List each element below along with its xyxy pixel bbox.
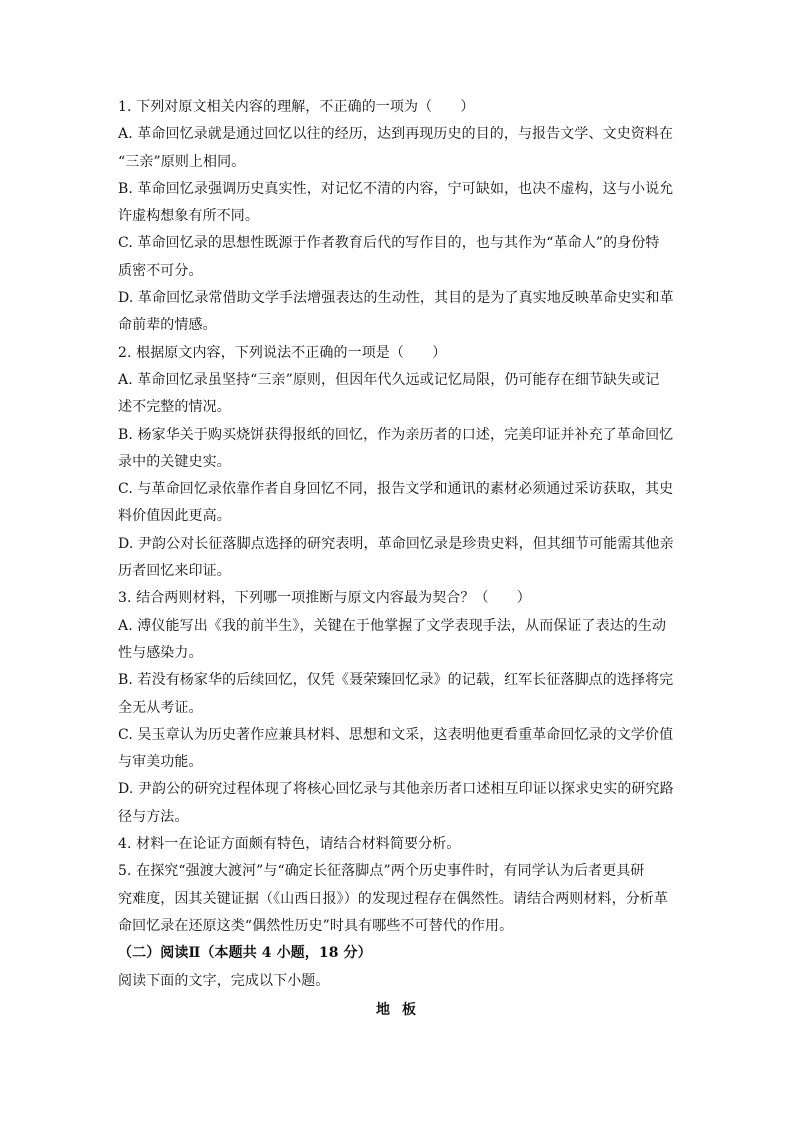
question-3-option-a: A. 溥仪能写出《我的前半生》，关键在于他掌握了文学表现手法，从而保证了表达的生动 <box>118 617 667 634</box>
question-2-option-b-cont: 录中的关键史实。 <box>118 453 231 470</box>
question-2-option-c-cont: 料价值因此更高。 <box>118 508 231 525</box>
question-5-stem: 5. 在探究“强渡大渡河”与“确定长征落脚点”两个历史事件时，有同学认为后者更具研 <box>118 863 645 880</box>
question-2-option-c: C. 与革命回忆录依靠作者自身回忆不同，报告文学和通讯的素材必须通过采访获取，其史 <box>118 481 674 498</box>
reading-instruction: 阅读下面的文字，完成以下小题。 <box>118 972 330 989</box>
section-heading: （二）阅读Ⅱ（本题共 4 小题，18 分） <box>118 945 372 962</box>
question-1-option-d-cont: 命前辈的情感。 <box>118 317 217 334</box>
question-3-option-d: D. 尹韵公的研究过程体现了将核心回忆录与其他亲历者口述相互印证以探求史实的研究路 <box>118 781 674 798</box>
question-3-option-d-cont: 径与方法。 <box>118 808 189 825</box>
question-1-option-c: C. 革命回忆录的思想性既源于作者教育后代的写作目的，也与其作为“革命人”的身份特 <box>118 235 660 252</box>
question-3-option-b: B. 若没有杨家华的后续回忆，仅凭《聂荣臻回忆录》的记载，红军长征落脚点的选择将完 <box>118 672 674 689</box>
question-1-option-a-cont: “三亲”原则上相同。 <box>118 153 246 170</box>
question-1-option-c-cont: 质密不可分。 <box>118 262 203 279</box>
question-3-stem: 3. 结合两则材料，下列哪一项推断与原文内容最为契合？（ ） <box>118 590 531 607</box>
question-2-option-b: B. 杨家华关于购买烧饼获得报纸的回忆，作为亲历者的口述，完美印证并补充了革命回忆 <box>118 426 674 443</box>
question-3-option-c-cont: 与审美功能。 <box>118 754 203 771</box>
question-1-option-d: D. 革命回忆录常借助文学手法增强表达的生动性，其目的是为了真实地反映革命史实和革 <box>118 290 674 307</box>
question-5-stem-cont-2: 命回忆录在还原这类“偶然性历史”时具有哪些不可替代的作用。 <box>118 917 514 934</box>
document-content <box>118 94 674 1024</box>
question-2-option-a: A. 革命回忆录虽坚持“三亲”原则，但因年代久远或记忆局限，仍可能存在细节缺失或记 <box>118 371 660 388</box>
question-2-stem: 2. 根据原文内容，下列说法不正确的一项是（ ） <box>118 344 447 361</box>
question-3-option-a-cont: 性与感染力。 <box>118 644 203 661</box>
question-5-stem-cont-1: 究难度，因其关键证据（《山西日报》）的发现过程存在偶然性。请结合两则材料，分析革 <box>118 890 668 907</box>
question-2-option-d: D. 尹韵公对长征落脚点选择的研究表明，革命回忆录是珍贵史料，但其细节可能需其他亲 <box>118 535 674 552</box>
question-3-option-b-cont: 全无从考证。 <box>118 699 203 716</box>
question-2-option-d-cont: 历者回忆来印证。 <box>118 563 231 580</box>
question-1-stem: 1. 下列对原文相关内容的理解，不正确的一项为（ ） <box>118 99 475 115</box>
question-1-option-b-cont: 许虚构想象有所不同。 <box>118 208 259 225</box>
question-1-option-b: B. 革命回忆录强调历史真实性，对记忆不清的内容，宁可缺如，也决不虚构，这与小说允 <box>118 180 674 197</box>
question-1-option-a: A. 革命回忆录就是通过回忆以往的经历，达到再现历史的目的，与报告文学、文史资料在 <box>118 126 674 143</box>
question-3-option-c: C. 吴玉章认为历史著作应兼具材料、思想和文采，这表明他更看重革命回忆录的文学价值 <box>118 726 674 743</box>
question-2-option-a-cont: 述不完整的情况。 <box>118 399 231 416</box>
question-4-stem: 4. 材料一在论证方面颇有特色，请结合材料简要分析。 <box>118 836 461 853</box>
article-title: 地板 <box>376 1001 428 1018</box>
